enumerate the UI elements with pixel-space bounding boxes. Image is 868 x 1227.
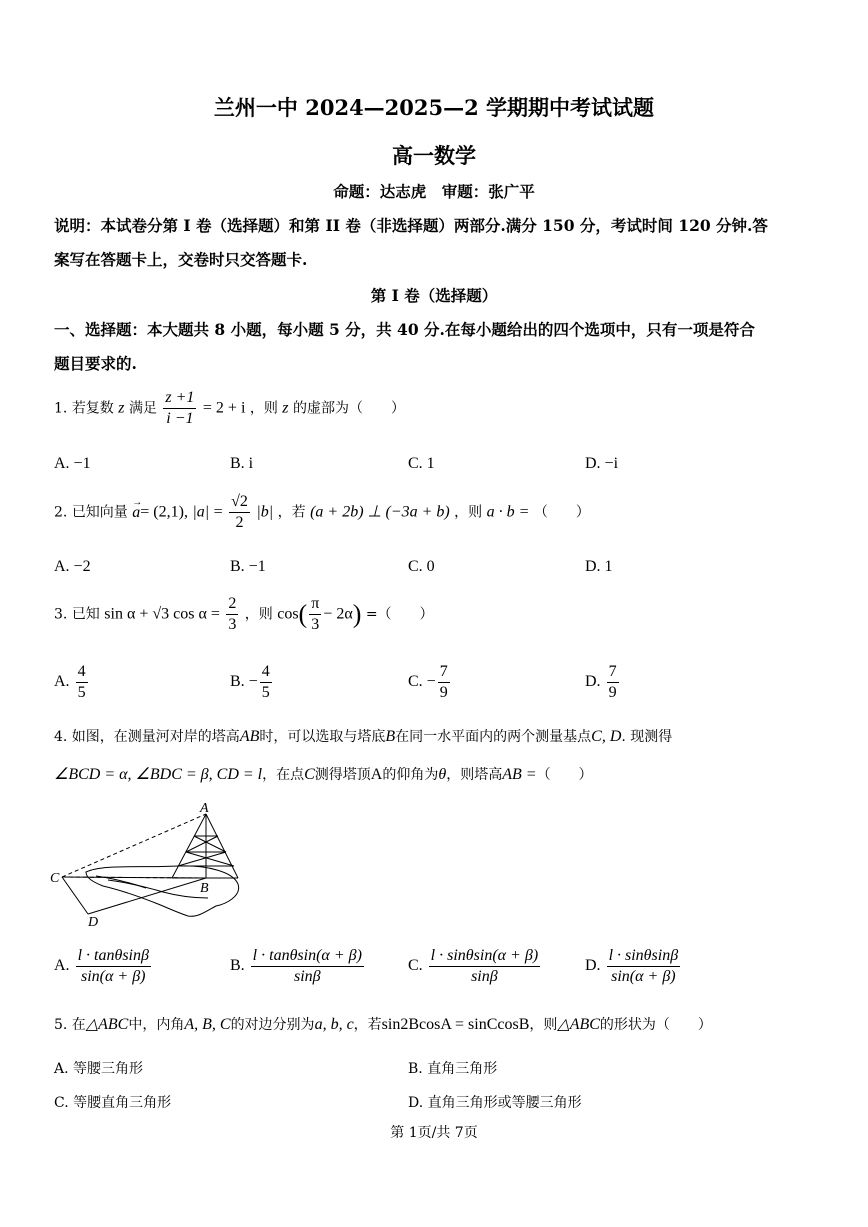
q3-lhs: sin α + √3 cos α = (104, 605, 220, 623)
q2-text: ，则 (454, 504, 483, 521)
q3-option-c: C. − $\frac{7}{9}$ (408, 663, 448, 701)
question-4-line2: ∠BCD = α, ∠BDC = β, CD = l，在点C测得塔顶A的仰角为θ，则塔高AB =（ ） (54, 766, 593, 783)
q2-option-a: A. −2 (54, 558, 91, 575)
q1-text: 满足 (128, 400, 157, 417)
section-title: 第 I 卷（选择题） (370, 286, 498, 305)
q2-fraction: $\frac{√2}{2}$ (231, 493, 248, 531)
q2-text: ，若 (277, 504, 306, 521)
page-footer: 第 1页/共 7页 (390, 1125, 478, 1141)
tower-figure (48, 800, 248, 930)
q1-var: z (118, 399, 125, 417)
q1-rhs: = 2 + i (202, 399, 246, 417)
q3-text: =（ ） (365, 606, 434, 623)
q2-def-a: = (2,1), (140, 503, 188, 521)
authors: 命题：达志虎 审题：张广平 (333, 182, 535, 201)
question-3: 3. 已知 sin α + √3 cos α = $\frac{2}{3}$ ，则 cos( $\frac{\pi}{3}$ − 2α) =（ ） (54, 595, 434, 633)
q5-option-b: B. 直角三角形 (408, 1061, 498, 1077)
q2-abs-a: |a| (192, 503, 210, 521)
q3-cos: cos (277, 605, 299, 623)
q4-option-a: A. $\frac{l \cdot \tan\theta\sin\beta}{\sin(\alpha + \beta)}$ (54, 947, 149, 985)
q1-text: 的虚部为（ ） (292, 400, 405, 417)
figure-label-b: B (200, 881, 209, 896)
q1-var: z (282, 399, 289, 417)
question-1 (54, 388, 405, 429)
q3-text: ，则 (244, 606, 273, 623)
q2-dot-product: a · b = (486, 503, 530, 521)
q4-option-b: B. $\frac{l \cdot \tan\theta\sin(\alpha + \beta)}{\sin\beta}$ (230, 947, 362, 985)
exam-title: 兰州一中 2024—2025—2 学期期中考试试题 (213, 95, 655, 120)
question-4-line1: 4. 如图，在测量河对岸的塔高AB时，可以选取与塔底B在同一水平面内的两个测量基点C, D. 现测得 (54, 728, 673, 745)
q3-number: 3. (54, 606, 68, 623)
figure-label-d: D (88, 915, 99, 930)
q1-fraction: $\frac{z +1}{i -1}$ (165, 389, 195, 427)
q5-option-a: A. 等腰三角形 (54, 1061, 144, 1077)
q2-option-c: C. 0 (408, 558, 435, 575)
instructions-line2: 案写在答题卡上，交卷时只交答题卡. (54, 250, 308, 269)
q1-option-d: D. −i (585, 455, 619, 472)
q1-option-b: B. i (230, 455, 254, 472)
q1-number: 1. (54, 400, 68, 417)
q3-text: 已知 (71, 606, 100, 623)
q2-condition: (a + 2b) ⊥ (−3a + b) (310, 503, 450, 521)
q2-vector-a: → a (132, 502, 140, 524)
subject-title: 高一数学 (392, 143, 476, 168)
figure-label-c: C (50, 871, 60, 886)
q3-option-b: B. − $\frac{4}{5}$ (230, 663, 270, 701)
q5-option-d: D. 直角三角形或等腰三角形 (408, 1095, 582, 1111)
q1-option-c: C. 1 (408, 455, 435, 472)
q4-option-c: C. $\frac{l \cdot \sin\theta\sin(\alpha + \beta)}{\sin\beta}$ (408, 947, 539, 985)
q1-text: 若复数 (71, 400, 114, 417)
q1-option-a: A. −1 (54, 455, 91, 472)
q2-option-b: B. −1 (230, 558, 266, 575)
q2-number: 2. (54, 504, 68, 521)
figure-label-a: A (200, 801, 209, 816)
q1-text: ，则 (249, 400, 278, 417)
q2-text: （ ） (533, 504, 590, 521)
q2-option-d: D. 1 (585, 558, 613, 575)
q2-abs-b: |b| (256, 503, 274, 521)
q3-option-d: D. $\frac{7}{9}$ (585, 663, 617, 701)
q4-option-d: D. $\frac{l \cdot \sin\theta\sin\beta}{\sin(\alpha + \beta)}$ (585, 947, 679, 985)
instructions-line1: 说明：本试卷分第 I 卷（选择题）和第 II 卷（非选择题）两部分.满分 150 分，考试时间 120 分钟.答 (54, 216, 768, 235)
q2-eq: = (213, 503, 223, 521)
q3-arg-tail: − 2α (323, 605, 353, 623)
q2-text: 已知向量 (71, 504, 128, 521)
section-intro-line2: 题目要求的. (54, 354, 137, 373)
q3-fraction: $\frac{2}{3}$ (228, 595, 237, 633)
q5-option-c: C. 等腰直角三角形 (54, 1095, 172, 1111)
question-5: 5. 在△ABC中，内角A, B, C的对边分别为a, b, c，若sin2BcosA = sinCcosB，则△ABC的形状为（ ） (54, 1016, 712, 1033)
question-2 (54, 492, 590, 533)
q3-arg-fraction: $\frac{\pi}{3}$ (311, 595, 320, 633)
q3-option-a: A. $\frac{4}{5}$ (54, 663, 86, 701)
section-intro-line1: 一、选择题：本大题共 8 小题，每小题 5 分，共 40 分.在每小题给出的四个选项中，只有一项是符合 (54, 320, 755, 339)
